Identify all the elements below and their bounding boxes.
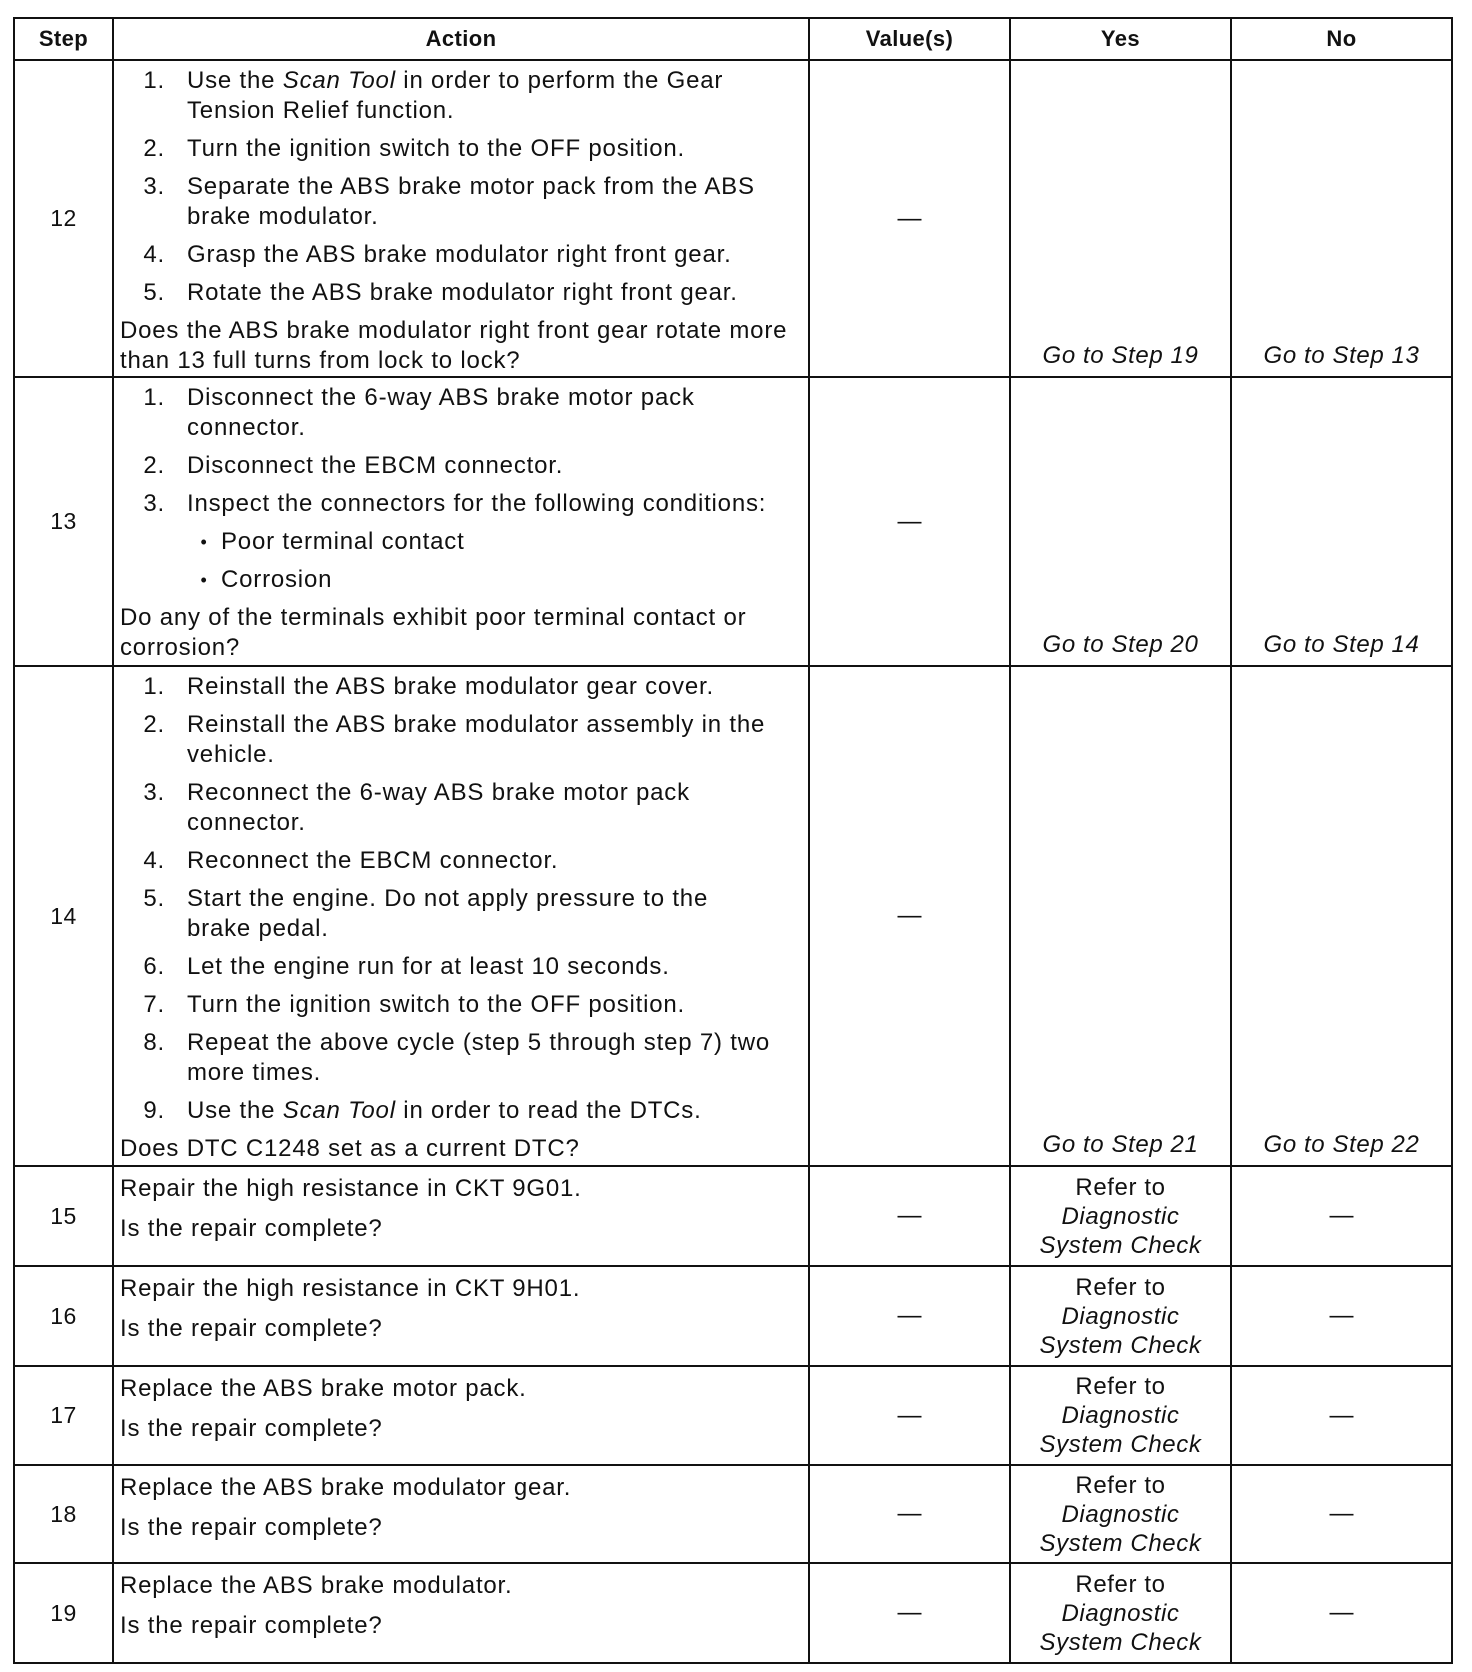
step-item-number: 3. — [143, 173, 165, 200]
text-line: Separate the ABS brake motor pack from the ABS — [187, 173, 755, 200]
diagnostic-table — [13, 17, 1453, 1664]
refer-target-text: Diagnostic — [1061, 1500, 1180, 1528]
action-step-item — [120, 1028, 804, 1088]
action-step-item — [120, 846, 804, 876]
em-dash: — — [897, 1599, 922, 1626]
text-segment: in order to perform the Gear — [395, 67, 724, 94]
text-line: than 13 full turns from lock to lock? — [120, 347, 521, 374]
text-line: vehicle. — [187, 741, 275, 768]
step-item-text — [187, 66, 804, 126]
text-line: Turn the ignition switch to the OFF position. — [187, 135, 685, 162]
no-cell — [1232, 1167, 1453, 1267]
go-to-step-text: Go to Step 20 — [1042, 631, 1199, 658]
step-item-number: 3. — [143, 779, 165, 806]
action-step-item — [120, 884, 804, 944]
refer-target-text: Diagnostic — [1061, 1302, 1180, 1330]
step-item-number: 1. — [143, 673, 165, 700]
em-dash: — — [1329, 1599, 1354, 1626]
value-cell — [810, 1267, 1011, 1367]
step-item-text — [187, 489, 804, 595]
text-line: Turn the ignition switch to the OFF position. — [187, 991, 685, 1018]
text-line: brake pedal. — [187, 915, 329, 942]
refer-target-text: System Check — [1039, 1628, 1202, 1656]
value-cell — [810, 667, 1011, 1167]
action-paragraph: Is the repair complete? — [120, 1612, 383, 1639]
step-item-number: 1. — [143, 384, 165, 411]
refer-target-text: Diagnostic — [1061, 1402, 1180, 1429]
em-dash: — — [897, 204, 922, 232]
text-line: more times. — [187, 1059, 322, 1086]
bullet-item — [187, 565, 804, 595]
action-cell — [114, 1367, 810, 1466]
text-line: Let the engine run for at least 10 seconds. — [187, 953, 670, 980]
value-cell — [810, 61, 1011, 378]
text-line: Tension Relief function. — [187, 97, 455, 124]
em-dash: — — [897, 902, 922, 929]
text-line: Repeat the above cycle (step 5 through step 7) two — [187, 1029, 770, 1056]
text-line: Does the ABS brake modulator right front gear rotate more — [120, 317, 788, 344]
no-cell — [1232, 378, 1453, 667]
refer-target-text: Diagnostic — [1061, 1599, 1180, 1627]
yes-cell — [1011, 667, 1232, 1167]
text-line: Does DTC C1248 set as a current DTC? — [120, 1135, 580, 1162]
text-line: Inspect the connectors for the following conditions: — [187, 490, 767, 517]
text-line: connector. — [187, 809, 306, 836]
step-item-number: 4. — [143, 241, 165, 268]
action-cell — [114, 61, 810, 378]
step-item-number: 1. — [143, 67, 165, 94]
step-item-text — [187, 952, 804, 982]
header-values: Value(s) — [810, 19, 1011, 61]
refer-to-text: Refer to — [1075, 1273, 1166, 1301]
action-step-item — [120, 952, 804, 982]
value-cell — [810, 1367, 1011, 1466]
no-cell — [1232, 61, 1453, 378]
action-step-item — [120, 66, 804, 126]
em-dash: — — [1329, 1401, 1354, 1429]
action-step-item — [120, 778, 804, 838]
action-paragraph: Replace the ABS brake motor pack. — [120, 1375, 527, 1402]
action-cell — [114, 378, 810, 667]
header-action: Action — [114, 19, 810, 61]
action-paragraph: Is the repair complete? — [120, 1215, 383, 1242]
text-line: Disconnect the 6-way ABS brake motor pack — [187, 384, 695, 411]
action-paragraph: Is the repair complete? — [120, 1514, 383, 1541]
no-cell — [1232, 1466, 1453, 1564]
emphasis-text: Scan Tool — [282, 1097, 396, 1124]
action-step-item — [120, 1096, 804, 1126]
refer-to-text: Refer to — [1075, 1570, 1166, 1598]
step-item-text — [187, 778, 804, 838]
text-segment: Use the — [187, 1097, 283, 1124]
step-item-number: 4. — [143, 847, 165, 874]
bullet-dot-icon: • — [200, 570, 208, 590]
action-step-item — [120, 172, 804, 232]
step-item-text — [187, 172, 804, 232]
step-number-cell: 16 — [15, 1267, 114, 1367]
bullet-text: Poor terminal contact — [221, 528, 465, 555]
text-line — [187, 66, 804, 96]
step-item-text — [187, 383, 804, 443]
action-step-item — [120, 383, 804, 443]
action-cell — [114, 1267, 810, 1367]
step-item-text — [187, 240, 804, 270]
step-item-text — [187, 1096, 804, 1126]
action-cell — [114, 1167, 810, 1267]
no-cell — [1232, 667, 1453, 1167]
step-item-number: 2. — [143, 452, 165, 479]
step-item-number: 7. — [143, 991, 165, 1018]
step-number-cell: 12 — [15, 61, 114, 378]
text-line — [187, 1096, 804, 1126]
text-line: Do any of the terminals exhibit poor terminal contact or — [120, 604, 747, 631]
header-yes: Yes — [1011, 19, 1232, 61]
step-number-cell: 19 — [15, 1564, 114, 1664]
yes-cell — [1011, 1167, 1232, 1267]
step-item-text — [187, 710, 804, 770]
step-item-text — [187, 990, 804, 1020]
go-to-step-text: Go to Step 14 — [1263, 631, 1420, 658]
go-to-step-text: Go to Step 13 — [1263, 342, 1420, 369]
emphasis-text: Scan Tool — [282, 67, 396, 94]
step-item-number: 3. — [143, 490, 165, 517]
text-line: Reconnect the 6-way ABS brake motor pack — [187, 779, 690, 806]
step-item-number: 8. — [143, 1029, 165, 1056]
question-text — [120, 603, 804, 663]
action-step-item — [120, 710, 804, 770]
go-to-step-text: Go to Step 19 — [1042, 342, 1199, 369]
text-line: Reinstall the ABS brake modulator gear cover. — [187, 673, 714, 700]
action-step-item — [120, 278, 804, 308]
action-paragraph: Replace the ABS brake modulator gear. — [120, 1474, 572, 1501]
action-cell — [114, 1564, 810, 1664]
header-no: No — [1232, 19, 1453, 61]
step-item-text — [187, 278, 804, 308]
step-item-text — [187, 672, 804, 702]
yes-cell — [1011, 1367, 1232, 1466]
step-item-number: 5. — [143, 279, 165, 306]
step-item-text — [187, 1028, 804, 1088]
value-cell — [810, 1167, 1011, 1267]
step-number-cell: 13 — [15, 378, 114, 667]
em-dash: — — [1329, 1202, 1354, 1229]
step-item-number: 2. — [143, 135, 165, 162]
step-item-number: 5. — [143, 885, 165, 912]
action-step-item — [120, 489, 804, 595]
yes-cell — [1011, 1267, 1232, 1367]
header-step: Step — [15, 19, 114, 61]
step-number-cell: 14 — [15, 667, 114, 1167]
yes-cell — [1011, 1466, 1232, 1564]
action-paragraph: Is the repair complete? — [120, 1315, 383, 1342]
refer-to-text: Refer to — [1075, 1373, 1166, 1400]
question-text — [120, 1134, 804, 1164]
em-dash: — — [897, 1401, 922, 1429]
step-number-cell: 17 — [15, 1367, 114, 1466]
step-item-text — [187, 884, 804, 944]
text-line: Reinstall the ABS brake modulator assembly in the — [187, 711, 766, 738]
step-item-number: 9. — [143, 1097, 165, 1124]
action-step-item — [120, 990, 804, 1020]
question-text — [120, 316, 804, 376]
action-step-item — [120, 134, 804, 164]
em-dash: — — [1329, 1302, 1354, 1329]
text-line: Disconnect the EBCM connector. — [187, 452, 564, 479]
yes-cell — [1011, 378, 1232, 667]
step-item-text — [187, 134, 804, 164]
no-cell — [1232, 1267, 1453, 1367]
no-cell — [1232, 1367, 1453, 1466]
action-cell — [114, 667, 810, 1167]
refer-target-text: System Check — [1039, 1431, 1202, 1458]
refer-target-text: System Check — [1039, 1529, 1202, 1557]
go-to-step-text: Go to Step 22 — [1263, 1131, 1420, 1158]
action-step-item — [120, 672, 804, 702]
action-step-item — [120, 240, 804, 270]
value-cell — [810, 1564, 1011, 1664]
text-segment: in order to read the DTCs. — [395, 1097, 702, 1124]
text-line: Grasp the ABS brake modulator right front gear. — [187, 241, 732, 268]
step-number-cell: 18 — [15, 1466, 114, 1564]
em-dash: — — [897, 507, 922, 535]
em-dash: — — [897, 1500, 922, 1527]
refer-target-text: Diagnostic — [1061, 1202, 1180, 1230]
bullet-item — [187, 527, 804, 557]
action-paragraph: Repair the high resistance in CKT 9G01. — [120, 1175, 582, 1202]
refer-target-text: System Check — [1039, 1231, 1202, 1259]
text-line: corrosion? — [120, 634, 241, 661]
action-step-item — [120, 451, 804, 481]
yes-cell — [1011, 1564, 1232, 1664]
text-line: Reconnect the EBCM connector. — [187, 847, 559, 874]
bullet-text: Corrosion — [221, 566, 333, 593]
text-line: connector. — [187, 414, 306, 441]
refer-target-text: System Check — [1039, 1331, 1202, 1359]
yes-cell — [1011, 61, 1232, 378]
text-line: Rotate the ABS brake modulator right front gear. — [187, 279, 738, 306]
step-item-number: 6. — [143, 953, 165, 980]
action-paragraph: Replace the ABS brake modulator. — [120, 1572, 513, 1599]
em-dash: — — [897, 1202, 922, 1229]
em-dash: — — [897, 1302, 922, 1329]
go-to-step-text: Go to Step 21 — [1042, 1131, 1199, 1158]
em-dash: — — [1329, 1500, 1354, 1527]
action-paragraph: Repair the high resistance in CKT 9H01. — [120, 1275, 581, 1302]
action-cell — [114, 1466, 810, 1564]
step-item-number: 2. — [143, 711, 165, 738]
text-line: brake modulator. — [187, 203, 379, 230]
refer-to-text: Refer to — [1075, 1471, 1166, 1499]
step-number-cell: 15 — [15, 1167, 114, 1267]
value-cell — [810, 378, 1011, 667]
no-cell — [1232, 1564, 1453, 1664]
text-segment: Use the — [187, 67, 283, 94]
bullet-dot-icon: • — [200, 532, 208, 552]
step-item-text — [187, 451, 804, 481]
refer-to-text: Refer to — [1075, 1173, 1166, 1201]
text-line: Start the engine. Do not apply pressure to the — [187, 885, 709, 912]
value-cell — [810, 1466, 1011, 1564]
action-paragraph: Is the repair complete? — [120, 1415, 383, 1442]
step-item-text — [187, 846, 804, 876]
